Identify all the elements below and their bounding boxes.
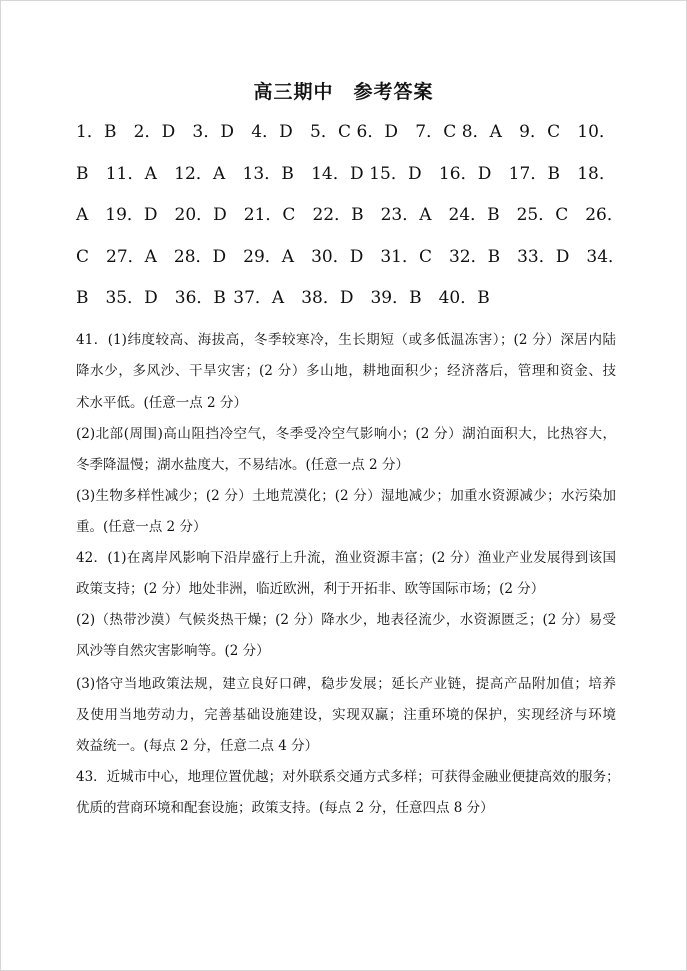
mc-answers-line: B 35．D 36．B 37．A 38．D 39．B 40．B (76, 288, 490, 308)
answer-41-line: (3)生物多样性减少；(2 分）土地荒漠化；(2 分）湿地减少；加重水资源减少；水污染加 (76, 488, 616, 504)
answer-42-line: 及使用当地劳动力，完善基础设施建设，实现双赢；注重环境的保护，实现经济与环境 (76, 707, 616, 723)
mc-answers-line: C 27．A 28．D 29．A 30．D 31．C 32．B 33．D 34． (76, 247, 626, 267)
mc-answers-line: 1．B 2．D 3．D 4．D 5．C 6．D 7．C 8．A 9．C 10． (76, 122, 616, 142)
answer-42-line: (3)恪守当地政策法规，建立良好口碑，稳步发展；延长产业链，提高产品附加值；培养 (76, 676, 616, 692)
answer-41-line: (2)北部(周围)高山阻挡冷空气，冬季受冷空气影响小；(2 分）湖泊面积大，比热容大， (76, 426, 616, 442)
answer-42-line: 42．(1)在离岸风影响下沿岸盛行上升流，渔业资源丰富；(2 分）渔业产业发展得到该国 (76, 550, 616, 566)
answer-41-line: 重。(任意一点 2 分） (76, 519, 207, 535)
answer-41-line: 术水平低。(任意一点 2 分） (76, 395, 247, 411)
mc-answers-line: B 11．A 12．A 13．B 14．D 15．D 16．D 17．B 18． (76, 164, 616, 184)
answer-42-line: 风沙等自然灾害影响等。(2 分） (76, 643, 270, 659)
answer-41-line: 降水少，多风沙、干旱灾害；(2 分）多山地，耕地面积少；经济落后，管理和资金、技 (76, 363, 616, 379)
answer-41-line: 41．(1)纬度较高、海拔高，冬季较寒冷，生长期短（或多低温冻害）；(2 分）深居内陆 (76, 332, 616, 348)
page-title: 高三期中 参考答案 (253, 81, 434, 103)
mc-answers-line: A 19．D 20．D 21．C 22．B 23．A 24．B 25．C 26． (76, 205, 624, 225)
answer-42-line: 效益统一。(每点 2 分，任意二点 4 分） (76, 738, 319, 754)
answer-42-line: 政策支持；(2 分）地处非洲，临近欧洲，利于开拓非、欧等国际市场；(2 分） (76, 581, 545, 597)
answer-42-line: (2)（热带沙漠）气候炎热干燥；(2 分）降水少，地表径流少，水资源匮乏；(2 分）易受 (76, 612, 616, 628)
answer-43-line: 43．近城市中心，地理位置优越；对外联系交通方式多样；可获得金融业便捷高效的服务； (76, 769, 620, 785)
answer-43-line: 优质的营商环境和配套设施；政策支持。(每点 2 分，任意四点 8 分） (76, 800, 494, 816)
answer-41-line: 冬季降温慢；湖水盐度大，不易结冰。(任意一点 2 分） (76, 457, 409, 473)
